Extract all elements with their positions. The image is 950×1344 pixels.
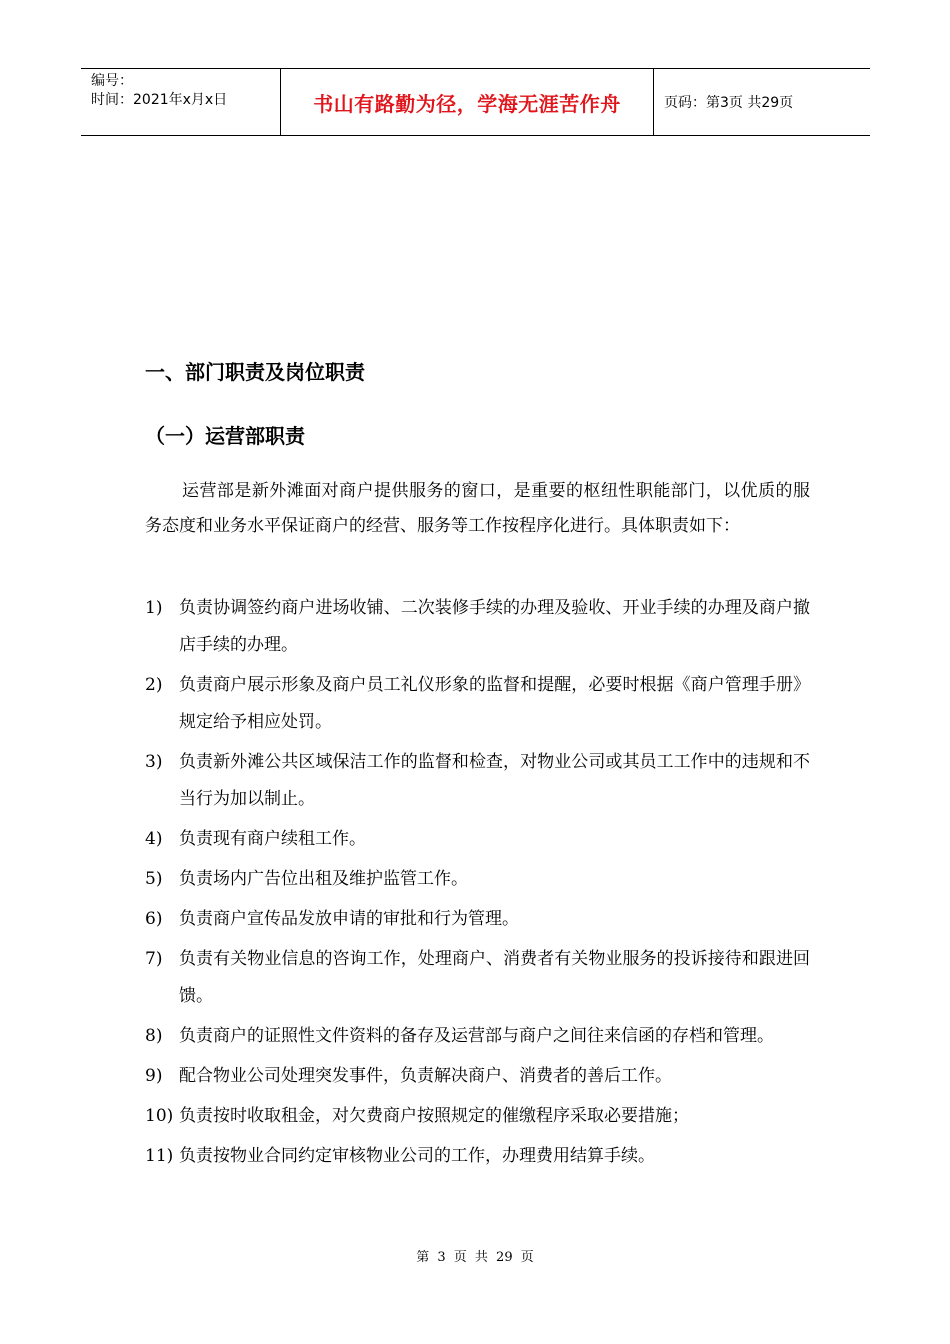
- duties-list: [145, 590, 810, 1178]
- list-item-number: 11): [145, 1146, 174, 1166]
- list-item: [145, 1018, 810, 1055]
- list-item-number: 9): [145, 1066, 163, 1086]
- list-item: [145, 1058, 810, 1095]
- header-motto: 书山有路勤为径，学海无涯苦作舟: [281, 69, 654, 135]
- list-item-text: 配合物业公司处理突发事件，负责解决商户、消费者的善后工作。: [179, 1066, 672, 1086]
- list-item-text: 负责协调签约商户进场收铺、二次装修手续的办理及验收、开业手续的办理及商户撤店手续的办理。: [179, 598, 810, 655]
- list-item-text: 负责商户宣传品发放申请的审批和行为管理。: [179, 909, 519, 929]
- list-item-number: 2): [145, 675, 163, 695]
- list-item-text: 负责商户的证照性文件资料的备存及运营部与商户之间往来信函的存档和管理。: [179, 1026, 774, 1046]
- document-number-label: 编号：: [91, 73, 133, 89]
- list-item: [145, 901, 810, 938]
- list-item-number: 4): [145, 829, 163, 849]
- header-page-info: 页码：第3页 共29页: [664, 95, 794, 111]
- list-item-text: 负责场内广告位出租及维护监管工作。: [179, 869, 468, 889]
- list-item: [145, 744, 810, 818]
- list-item: [145, 821, 810, 858]
- list-item: [145, 1098, 810, 1135]
- list-item-text: 负责按时收取租金，对欠费商户按照规定的催缴程序采取必要措施；: [179, 1106, 689, 1126]
- section-title: 一、部门职责及岗位职责: [145, 360, 365, 384]
- list-item-text: 负责商户展示形象及商户员工礼仪形象的监督和提醒，必要时根据《商户管理手册》规定给予相应处罚。: [179, 675, 810, 732]
- list-item: [145, 1138, 810, 1175]
- list-item-text: 负责按物业合同约定审核物业公司的工作，办理费用结算手续。: [179, 1146, 655, 1166]
- list-item: [145, 667, 810, 741]
- list-item-text: 负责有关物业信息的咨询工作，处理商户、消费者有关物业服务的投诉接待和跟进回馈。: [179, 949, 810, 1006]
- list-item-number: 6): [145, 909, 163, 929]
- list-item-number: 10): [145, 1106, 174, 1126]
- document-time: 时间：2021年x月x日: [91, 92, 228, 108]
- list-item-number: 1): [145, 598, 163, 618]
- list-item: [145, 941, 810, 1015]
- list-item-number: 3): [145, 752, 163, 772]
- intro-paragraph: 运营部是新外滩面对商户提供服务的窗口，是重要的枢纽性职能部门，以优质的服务态度和业务水平保证商户的经营、服务等工作按程序化进行。具体职责如下：: [145, 481, 810, 536]
- subsection-title: （一）运营部职责: [145, 424, 305, 448]
- list-item-number: 8): [145, 1026, 163, 1046]
- list-item-text: 负责新外滩公共区域保洁工作的监督和检查，对物业公司或其员工工作中的违规和不当行为加以制止。: [179, 752, 810, 809]
- list-item-number: 5): [145, 869, 163, 889]
- list-item-text: 负责现有商户续租工作。: [179, 829, 366, 849]
- page-footer: 第 3 页 共 29 页: [416, 1250, 534, 1265]
- list-item: [145, 861, 810, 898]
- list-item: [145, 590, 810, 664]
- page-header: [81, 68, 870, 136]
- header-meta: [81, 69, 281, 135]
- list-item-number: 7): [145, 949, 163, 969]
